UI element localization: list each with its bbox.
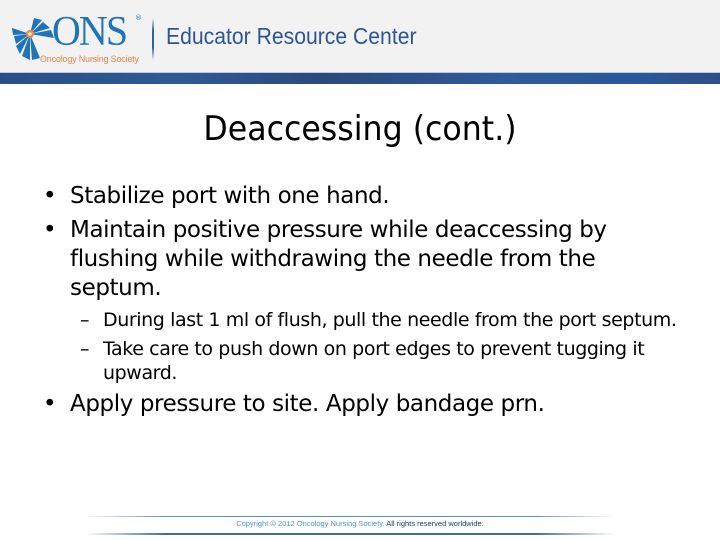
bullet-marker: • <box>43 391 57 417</box>
rights-text: All rights reserved worldwide. <box>384 519 484 528</box>
header-divider <box>152 18 154 60</box>
bullet-item <box>0 216 720 303</box>
center-title: Educator Resource Center <box>166 23 417 49</box>
bullet-marker: • <box>43 183 57 209</box>
dash-marker: – <box>80 338 90 360</box>
sub-bullet-text: During last 1 ml of flush, pull the needle from the port septum. <box>103 309 677 331</box>
bullet-item <box>0 390 720 419</box>
footer-divider-top <box>85 516 615 517</box>
bullet-text: Stabilize port with one hand. <box>70 183 390 209</box>
sub-bullet-text: Take care to push down on port edges to prevent tugging it upward. <box>103 338 645 384</box>
ons-wordmark: ONS <box>52 9 127 55</box>
bullet-item <box>0 182 720 211</box>
slide-content <box>0 182 720 424</box>
header-band <box>0 0 720 72</box>
sub-bullet-item <box>0 337 720 385</box>
bullet-marker: • <box>43 217 57 243</box>
slide-title: Deaccessing (cont.) <box>203 109 517 149</box>
footer-copyright <box>0 518 720 530</box>
footer-divider-bottom <box>85 533 615 535</box>
registered-mark: ® <box>135 14 142 22</box>
bullet-text: Maintain positive pressure while deaccessing by flushing while withdrawing the needle from the septum. <box>70 217 607 301</box>
sub-bullet-item <box>0 308 720 332</box>
copyright-text: Copyright © 2012 Oncology Nursing Society. <box>236 519 385 528</box>
header-blue-bar <box>0 72 720 84</box>
logo-subtitle: Oncology Nursing Society <box>40 54 139 64</box>
ons-logo <box>8 10 148 66</box>
dash-marker: – <box>80 309 90 331</box>
bullet-text: Apply pressure to site. Apply bandage prn. <box>70 391 545 417</box>
